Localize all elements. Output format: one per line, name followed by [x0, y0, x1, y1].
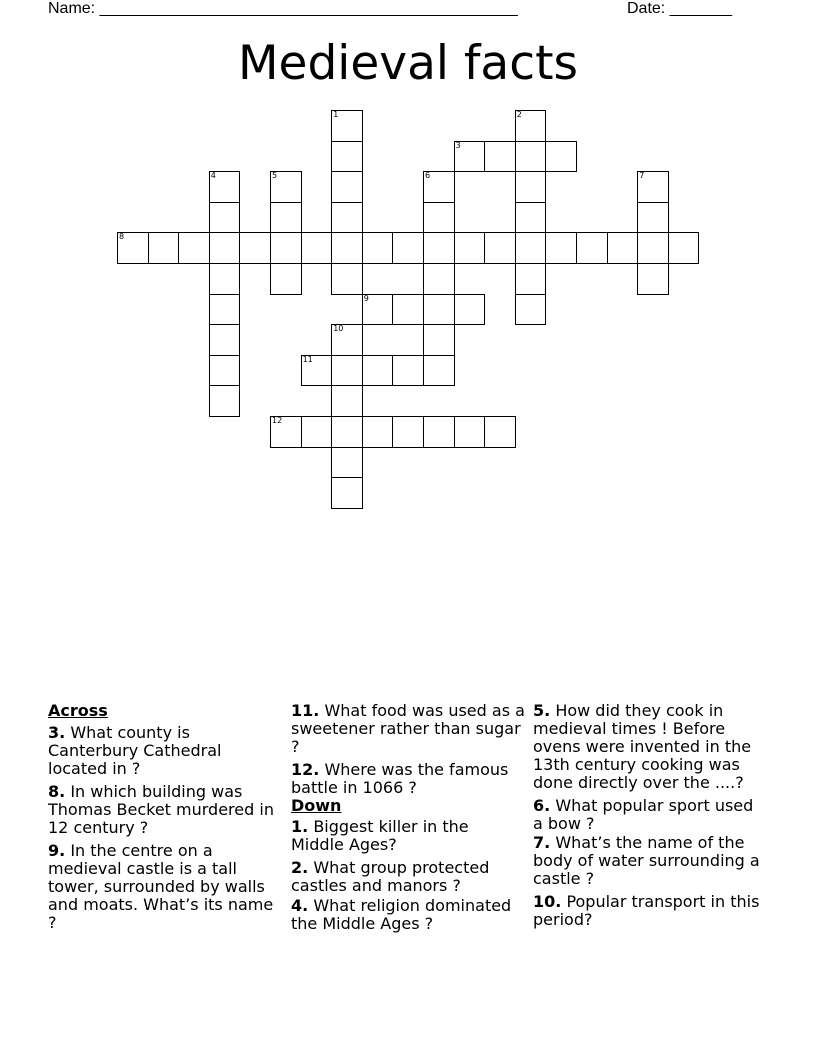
- grid-cell[interactable]: [484, 416, 516, 448]
- clue-text: What food was used as a sweetener rather than sugar ?: [291, 701, 525, 756]
- grid-cell[interactable]: [454, 232, 486, 264]
- cell-number: 3: [455, 140, 461, 150]
- clue-down-7: [533, 834, 768, 888]
- grid-cell[interactable]: [515, 110, 547, 142]
- grid-cell[interactable]: [423, 416, 455, 448]
- grid-cell[interactable]: [423, 232, 455, 264]
- grid-cell[interactable]: [331, 171, 363, 203]
- grid-cell[interactable]: [362, 416, 394, 448]
- grid-cell[interactable]: [423, 263, 455, 295]
- grid-cell[interactable]: [454, 294, 486, 326]
- grid-cell[interactable]: [515, 263, 547, 295]
- across-heading: Across: [48, 701, 108, 720]
- cell-number: 9: [363, 293, 369, 303]
- grid-cell[interactable]: [331, 447, 363, 479]
- clue-number: 5.: [533, 701, 551, 720]
- clue-down-4: [291, 897, 526, 933]
- grid-cell[interactable]: [239, 232, 271, 264]
- grid-cell[interactable]: [270, 232, 302, 264]
- grid-cell[interactable]: [331, 202, 363, 234]
- grid-cell[interactable]: [423, 355, 455, 387]
- grid-cell[interactable]: [209, 324, 241, 356]
- grid-cell[interactable]: [454, 416, 486, 448]
- clue-column-2: [291, 702, 526, 938]
- grid-cell[interactable]: [484, 232, 516, 264]
- clue-text: In which building was Thomas Becket murdered in 12 century ?: [48, 782, 274, 837]
- grid-cell[interactable]: [515, 232, 547, 264]
- cell-number: 1: [333, 110, 339, 119]
- grid-cell[interactable]: [545, 232, 577, 264]
- grid-cell[interactable]: [423, 171, 455, 203]
- clue-number: 1.: [291, 817, 309, 836]
- grid-cell[interactable]: [545, 141, 577, 173]
- grid-cell[interactable]: [576, 232, 608, 264]
- cell-number: 11: [302, 354, 313, 364]
- clue-number: 12.: [291, 760, 320, 779]
- grid-cell[interactable]: [423, 294, 455, 326]
- clue-text: What county is Canterbury Cathedral located in ?: [48, 723, 222, 778]
- cell-number: 4: [210, 171, 216, 181]
- grid-cell[interactable]: [270, 263, 302, 295]
- grid-cell[interactable]: [209, 294, 241, 326]
- grid-cell[interactable]: [515, 141, 547, 173]
- clue-down-1: [291, 818, 526, 854]
- grid-cell[interactable]: [209, 232, 241, 264]
- grid-cell[interactable]: [209, 385, 241, 417]
- grid-cell[interactable]: [331, 263, 363, 295]
- grid-cell[interactable]: [362, 355, 394, 387]
- grid-cell[interactable]: [331, 416, 363, 448]
- grid-cell[interactable]: [637, 171, 669, 203]
- clue-across-11: [291, 702, 526, 756]
- clue-text: What popular sport used a bow ?: [533, 796, 754, 833]
- grid-cell[interactable]: [331, 385, 363, 417]
- clue-text: In the centre on a medieval castle is a tall tower, surrounded by walls and moats. What’s its name ?: [48, 841, 274, 932]
- grid-cell[interactable]: [392, 355, 424, 387]
- clue-down-5: [533, 702, 768, 792]
- grid-cell[interactable]: [331, 232, 363, 264]
- cell-number: 6: [425, 171, 431, 181]
- clue-across-8: [48, 783, 283, 837]
- cell-number: 2: [516, 110, 522, 119]
- clue-text: What group protected castles and manors ?: [291, 858, 490, 895]
- grid-cell[interactable]: [209, 263, 241, 295]
- clue-text: Popular transport in this period?: [533, 892, 760, 929]
- grid-cell[interactable]: [270, 416, 302, 448]
- clue-across-9: [48, 842, 283, 932]
- clue-down-2: [291, 859, 526, 895]
- grid-cell[interactable]: [209, 202, 241, 234]
- grid-cell[interactable]: [515, 294, 547, 326]
- clue-text: Where was the famous battle in 1066 ?: [291, 760, 509, 797]
- grid-cell[interactable]: [270, 171, 302, 203]
- clue-number: 11.: [291, 701, 320, 720]
- cell-number: 12: [272, 416, 283, 425]
- grid-cell[interactable]: [362, 294, 394, 326]
- grid-cell[interactable]: [392, 294, 424, 326]
- clue-down-6: [533, 797, 768, 833]
- cell-number: 5: [272, 171, 278, 181]
- grid-cell[interactable]: [301, 232, 333, 264]
- grid-cell[interactable]: [301, 416, 333, 448]
- clue-number: 6.: [533, 796, 551, 815]
- grid-cell[interactable]: [117, 232, 149, 264]
- grid-cell[interactable]: [331, 110, 363, 142]
- grid-cell[interactable]: [331, 324, 363, 356]
- grid-cell[interactable]: [515, 171, 547, 203]
- clue-number: 8.: [48, 782, 66, 801]
- clue-across-3: [48, 724, 283, 778]
- date-field-line: Date: _______: [627, 0, 732, 17]
- grid-cell[interactable]: [637, 263, 669, 295]
- grid-cell[interactable]: [637, 232, 669, 264]
- grid-cell[interactable]: [301, 355, 333, 387]
- grid-cell[interactable]: [423, 324, 455, 356]
- clue-column-1: [48, 702, 283, 937]
- clue-number: 4.: [291, 896, 309, 915]
- clue-number: 3.: [48, 723, 66, 742]
- grid-cell[interactable]: [607, 232, 639, 264]
- page-title: Medieval facts: [238, 36, 578, 91]
- cell-number: 7: [639, 171, 645, 181]
- clue-down-10: [533, 893, 768, 929]
- grid-cell[interactable]: [668, 232, 700, 264]
- clue-text: What religion dominated the Middle Ages ?: [291, 896, 512, 933]
- grid-cell[interactable]: [148, 232, 180, 264]
- grid-cell[interactable]: [270, 202, 302, 234]
- grid-cell[interactable]: [454, 141, 486, 173]
- clue-number: 10.: [533, 892, 562, 911]
- clue-number: 7.: [533, 833, 551, 852]
- name-field-line: Name: _______________________________________________: [48, 0, 518, 17]
- grid-cell[interactable]: [209, 355, 241, 387]
- grid-cell[interactable]: [331, 477, 363, 509]
- grid-cell[interactable]: [331, 141, 363, 173]
- cell-number: 10: [333, 324, 344, 334]
- clue-number: 9.: [48, 841, 66, 860]
- grid-cell[interactable]: [392, 232, 424, 264]
- grid-cell[interactable]: [484, 141, 516, 173]
- clue-column-3: [533, 702, 768, 934]
- clue-text: What’s the name of the body of water surrounding a castle ?: [533, 833, 760, 888]
- clue-across-12: [291, 761, 526, 797]
- clue-number: 2.: [291, 858, 309, 877]
- clue-text: How did they cook in medieval times ! Before ovens were invented in the 13th century cooking was done directly over the ....?: [533, 701, 752, 792]
- grid-cell[interactable]: [392, 416, 424, 448]
- down-heading: Down: [291, 796, 342, 815]
- grid-cell[interactable]: [423, 202, 455, 234]
- clue-text: Biggest killer in the Middle Ages?: [291, 817, 469, 854]
- grid-cell[interactable]: [331, 355, 363, 387]
- cell-number: 8: [119, 232, 125, 242]
- grid-cell[interactable]: [515, 202, 547, 234]
- grid-cell[interactable]: [178, 232, 210, 264]
- grid-cell[interactable]: [637, 202, 669, 234]
- grid-cell[interactable]: [209, 171, 241, 203]
- grid-cell[interactable]: [362, 232, 394, 264]
